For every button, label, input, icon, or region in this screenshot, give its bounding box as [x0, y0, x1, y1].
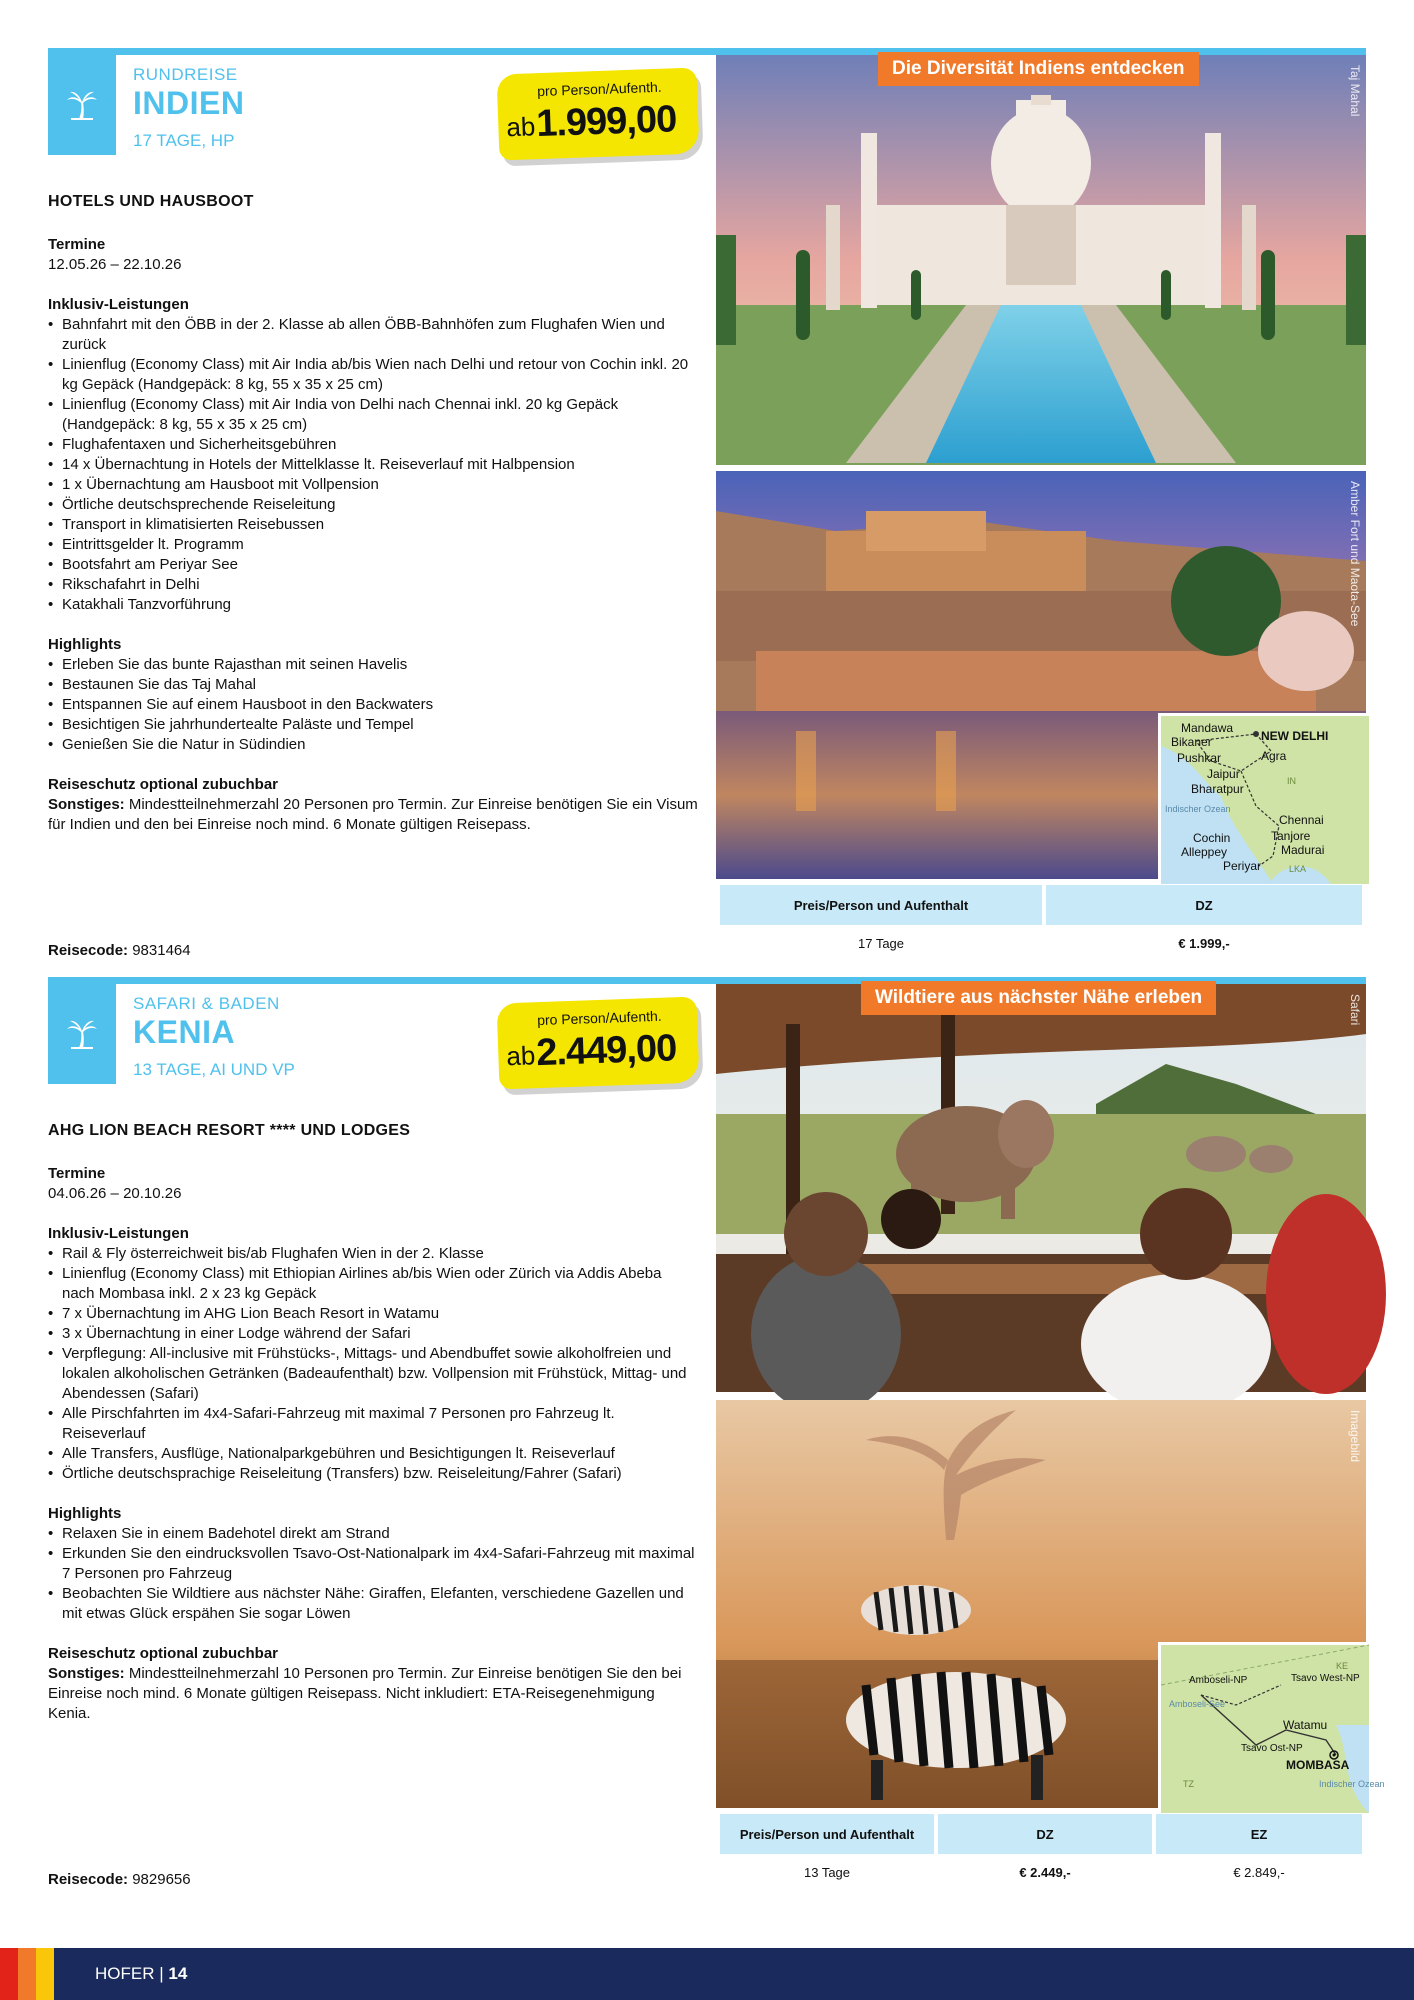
offer-destination: INDIEN — [133, 85, 245, 121]
list-item: • Rail & Fly österreichweit bis/ab Flughafen Wien in der 2. Klasse — [48, 1244, 698, 1264]
highlights-list — [48, 1524, 698, 1624]
map-label: Watamu — [1283, 1718, 1328, 1732]
map-label: Cochin — [1193, 831, 1231, 845]
map-label: Tanjore — [1271, 829, 1311, 843]
list-item: • Erleben Sie das bunte Rajasthan mit seinen Havelis — [48, 655, 698, 675]
palm-tree-icon — [48, 55, 116, 155]
map-label: LKA — [1289, 864, 1307, 874]
misc-text: Mindestteilnehmerzahl 20 Personen pro Termin. Zur Einreise benötigen Sie ein Visum für Indien und den bei Einreise noch mind. 6 Monate gültigen Reisepass. — [48, 796, 698, 833]
price-table-header: DZ — [1046, 885, 1362, 925]
map-label: Periyar — [1223, 859, 1262, 873]
list-item: • Örtliche deutschsprechende Reiseleitung — [48, 495, 698, 515]
misc-text: Mindestteilnehmerzahl 10 Personen pro Termin. Zur Einreise benötigen Sie den bei Einreise noch mind. 6 Monate gültigen Reisepass. Nicht inkludiert: ETA-Reisegenehmigung Kenia. — [48, 1665, 682, 1722]
footer-text: HOFER | 14 — [95, 1964, 188, 1983]
list-item: • Bootsfahrt am Periyar See — [48, 555, 698, 575]
price-table-cell: € 2.449,- — [1019, 1864, 1071, 1880]
list-item: • 7 x Übernachtung im AHG Lion Beach Resort in Watamu — [48, 1304, 698, 1324]
list-item: • Alle Transfers, Ausflüge, Nationalparkgebühren und Besichtigungen lt. Reiseverlauf — [48, 1444, 698, 1464]
map-label: Alleppey — [1181, 845, 1228, 859]
footer-stripe-red — [0, 1948, 18, 2000]
page-footer — [0, 1948, 1414, 2000]
map-label: Chennai — [1279, 813, 1324, 827]
footer-stripe-yellow — [36, 1948, 54, 2000]
offer-text-column — [48, 984, 698, 1888]
photo-caption: Taj Mahal — [1348, 65, 1362, 117]
list-item: • Rikschafahrt in Delhi — [48, 575, 698, 595]
highlights-heading: Highlights — [48, 1505, 122, 1522]
map-label: Jaipur — [1207, 767, 1240, 781]
travel-code — [48, 1871, 191, 1888]
map-label: KE — [1336, 1661, 1349, 1671]
price-table-header: DZ — [938, 1814, 1152, 1854]
list-item: • Bestaunen Sie das Taj Mahal — [48, 675, 698, 695]
list-item: • Transport in klimatisierten Reisebussen — [48, 515, 698, 535]
price-table — [716, 885, 1366, 961]
list-item: • 14 x Übernachtung in Hotels der Mittelklasse lt. Reiseverlauf mit Halbpension — [48, 455, 698, 475]
dates-heading: Termine — [48, 1165, 106, 1182]
route-map-india — [1158, 713, 1366, 881]
palm-tree-icon — [48, 984, 116, 1084]
offer-duration: 13 TAGE, AI UND VP — [133, 1060, 295, 1079]
misc-label: Sonstiges: — [48, 796, 125, 813]
offer-details — [48, 235, 698, 835]
price-table-cell: 13 Tage — [803, 1864, 851, 1880]
map-label: Amboseli-NP — [1189, 1675, 1248, 1686]
map-label: Bharatpur — [1191, 782, 1244, 796]
map-label: TZ — [1183, 1779, 1194, 1789]
price-badge-label: pro Person/Aufenth. — [536, 1007, 662, 1029]
list-item: • Flughafentaxen und Sicherheitsgebühren — [48, 435, 698, 455]
map-label: Agra — [1261, 749, 1287, 763]
offer-details — [48, 1164, 698, 1724]
price-badge-label: pro Person/Aufenth. — [536, 78, 662, 100]
hotel-title: AHG LION BEACH RESORT **** UND LODGES — [48, 1122, 411, 1139]
map-label: IN — [1287, 776, 1296, 786]
inclusive-heading: Inklusiv-Leistungen — [48, 296, 189, 313]
photo-caption: Imagebild — [1348, 1410, 1362, 1463]
dates-value: 12.05.26 – 22.10.26 — [48, 256, 182, 273]
list-item: • Beobachten Sie Wildtiere aus nächster Nähe: Giraffen, Elefanten, verschiedene Gazellen und mit etwas Glück erspähen Sie sogar Löwen — [48, 1584, 698, 1624]
price-badge-value: 1.999,00 — [535, 98, 677, 146]
list-item: • Alle Pirschfahrten im 4x4-Safari-Fahrzeug mit maximal 7 Personen pro Fahrzeug lt. Reiseverlauf — [48, 1404, 698, 1444]
dates-heading: Termine — [48, 236, 106, 253]
list-item: • Katakhali Tanzvorführung — [48, 595, 698, 615]
banner-headline: Die Diversität Indiens entdecken — [878, 52, 1199, 86]
photo-safari — [716, 984, 1366, 1392]
list-item: • Linienflug (Economy Class) mit Air India von Delhi nach Chennai inkl. 20 kg Gepäck (Handgepäck: 8 kg, 55 x 35 x 25 cm) — [48, 395, 698, 435]
misc-note — [48, 795, 698, 835]
list-item: • Linienflug (Economy Class) mit Ethiopian Airlines ab/bis Wien oder Zürich via Addis Abeba nach Mombasa inkl. 2 x 23 kg Gepäck — [48, 1264, 698, 1304]
photo-taj-mahal — [716, 55, 1366, 463]
banner-headline: Wildtiere aus nächster Nähe erleben — [861, 981, 1216, 1015]
protection-note: Reiseschutz optional zubuchbar — [48, 1645, 279, 1662]
list-item: • 3 x Übernachtung in einer Lodge während der Safari — [48, 1324, 698, 1344]
list-item: • Erkunden Sie den eindrucksvollen Tsavo-Ost-Nationalpark im 4x4-Safari-Fahrzeug mit maximal 7 Personen pro Fahrzeug — [48, 1544, 698, 1584]
list-item: • Verpflegung: All-inclusive mit Frühstücks-, Mittags- und Abendbuffet sowie alkoholfreien und lokalen alkoholischen Getränken (Badeaufenthalt) bzw. Vollpension mit Frühstück, Mittag- und Abendessen (Safari) — [48, 1344, 698, 1404]
map-label: Indischer Ozean — [1165, 804, 1231, 814]
offer-duration: 17 TAGE, HP — [133, 131, 235, 150]
price-badge — [497, 997, 700, 1090]
offer-india — [48, 48, 1366, 960]
photo-caption: Amber Fort und Maota-See — [1348, 481, 1362, 627]
highlights-heading: Highlights — [48, 636, 122, 653]
map-label: Pushkar — [1177, 751, 1222, 765]
map-label: Bikaner — [1171, 735, 1212, 749]
map-label: Madurai — [1281, 843, 1325, 857]
map-label: Tsavo West-NP — [1291, 1673, 1360, 1684]
offer-destination: KENIA — [133, 1014, 236, 1050]
offer-category: RUNDREISE — [133, 65, 238, 84]
price-badge-value: 2.449,00 — [535, 1027, 677, 1075]
misc-note — [48, 1664, 698, 1724]
price-badge — [497, 68, 700, 161]
map-label: Tsavo Ost-NP — [1241, 1743, 1303, 1754]
price-table-cell: € 2.849,- — [1233, 1864, 1285, 1880]
footer-brand: HOFER — [95, 1964, 155, 1983]
offer-header — [48, 984, 698, 1084]
highlights-list — [48, 655, 698, 755]
price-table-cell: 17 Tage — [857, 935, 905, 951]
photo-caption: Safari — [1348, 994, 1362, 1026]
travel-code-value: 9829656 — [132, 1871, 191, 1888]
travel-code-value: 9831464 — [132, 942, 191, 959]
price-table — [716, 1814, 1366, 1890]
inclusive-heading: Inklusiv-Leistungen — [48, 1225, 189, 1242]
table-row — [720, 1854, 1362, 1890]
price-table-header: EZ — [1156, 1814, 1362, 1854]
price-table-header: Preis/Person und Aufenthalt — [720, 885, 1042, 925]
map-label: Indischer Ozean — [1319, 1779, 1385, 1789]
route-map-kenya — [1158, 1642, 1385, 1810]
offer-category: SAFARI & BADEN — [133, 994, 280, 1013]
travel-code-label: Reisecode: — [48, 942, 129, 959]
footer-stripe-orange — [18, 1948, 36, 2000]
misc-label: Sonstiges: — [48, 1665, 125, 1682]
map-label: MOMBASA — [1286, 1758, 1350, 1772]
hotel-title: HOTELS UND HAUSBOOT — [48, 193, 254, 210]
page-number: 14 — [168, 1964, 188, 1983]
inclusive-list — [48, 315, 698, 615]
offer-text-column — [48, 55, 698, 959]
list-item: • Relaxen Sie in einem Badehotel direkt am Strand — [48, 1524, 698, 1544]
map-label: NEW DELHI — [1261, 729, 1329, 743]
offer-kenya — [48, 977, 1385, 1889]
table-row — [720, 925, 1362, 961]
travel-code-label: Reisecode: — [48, 1871, 129, 1888]
list-item: • Linienflug (Economy Class) mit Air India ab/bis Wien nach Delhi und retour von Cochin inkl. 20 kg Gepäck (Handgepäck: 8 kg, 55 x 35 x 25 cm) — [48, 355, 698, 395]
travel-code — [48, 942, 191, 959]
list-item: • Entspannen Sie auf einem Hausboot in den Backwaters — [48, 695, 698, 715]
price-table-cell: € 1.999,- — [1178, 935, 1230, 951]
price-badge-prefix: ab — [505, 111, 536, 143]
list-item: • Örtliche deutschsprachige Reiseleitung (Transfers) bzw. Reiseleitung/Fahrer (Safari) — [48, 1464, 698, 1484]
list-item: • Eintrittsgelder lt. Programm — [48, 535, 698, 555]
list-item: • Bahnfahrt mit den ÖBB in der 2. Klasse ab allen ÖBB-Bahnhöfen zum Flughafen Wien und zurück — [48, 315, 698, 355]
price-table-header: Preis/Person und Aufenthalt — [720, 1814, 934, 1854]
protection-note: Reiseschutz optional zubuchbar — [48, 776, 279, 793]
map-label: Mandawa — [1181, 721, 1234, 735]
map-label: Amboseli-See — [1169, 1699, 1226, 1709]
list-item: • Besichtigen Sie jahrhundertealte Paläste und Tempel — [48, 715, 698, 735]
offer-header — [48, 55, 698, 155]
list-item: • 1 x Übernachtung am Hausboot mit Vollpension — [48, 475, 698, 495]
inclusive-list — [48, 1244, 698, 1484]
dates-value: 04.06.26 – 20.10.26 — [48, 1185, 182, 1202]
list-item: • Genießen Sie die Natur in Südindien — [48, 735, 698, 755]
price-badge-prefix: ab — [505, 1040, 536, 1072]
